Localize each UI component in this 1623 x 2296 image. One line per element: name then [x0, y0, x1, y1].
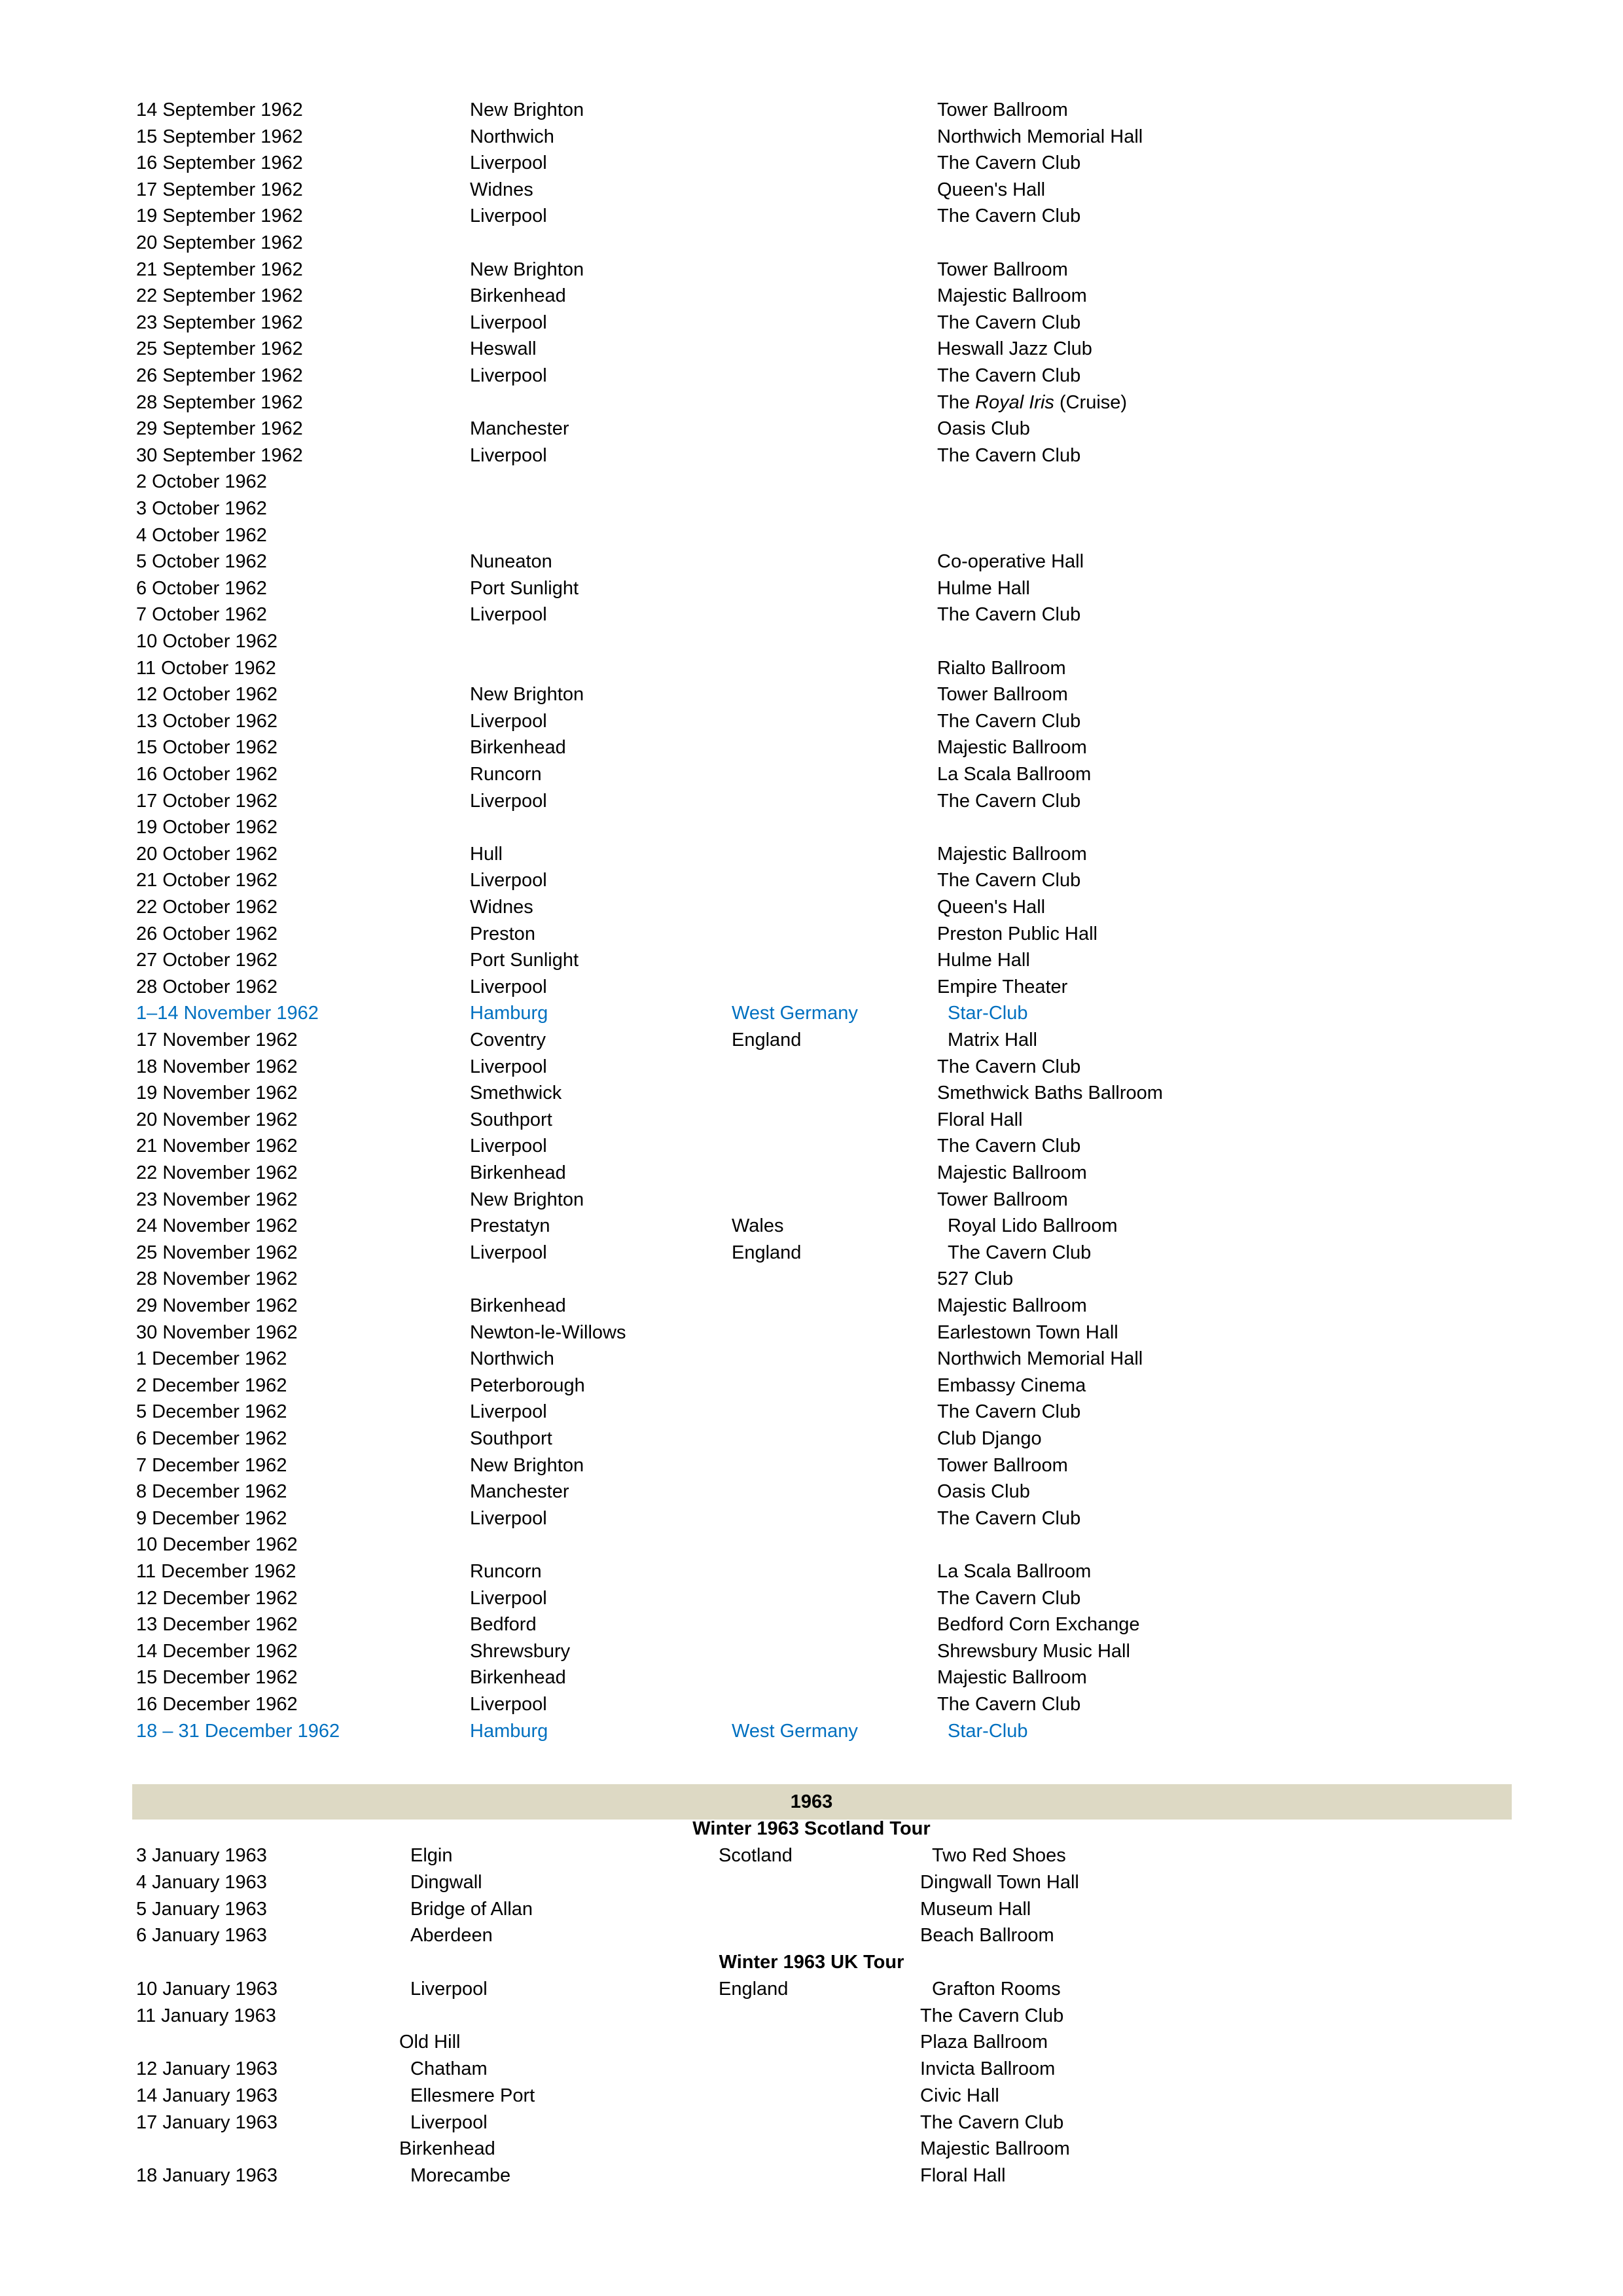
table-row	[0, 1346, 1623, 1372]
table-row	[0, 1976, 1623, 2003]
table-row	[0, 1133, 1623, 1160]
venue-cell: Tower Ballroom	[937, 259, 1068, 280]
city-cell: Liverpool	[470, 604, 547, 626]
date-cell: 19 September 1962	[136, 206, 303, 227]
date-cell: 8 December 1962	[136, 1481, 287, 1503]
city-cell: Liverpool	[470, 1401, 547, 1423]
venue-suffix: (Cruise)	[1054, 391, 1128, 413]
venue-cell: Tower Ballroom	[937, 99, 1068, 120]
venue-cell: Earlestown Town Hall	[937, 1321, 1118, 1343]
venue-cell: Majestic Ballroom	[937, 1667, 1087, 1689]
city-cell: Liverpool	[470, 444, 547, 466]
venue-cell: Grafton Rooms	[932, 1979, 1061, 2000]
table-row	[0, 389, 1623, 416]
venue-cell: Two Red Shoes	[932, 1845, 1066, 1866]
venue-prefix: The	[937, 391, 976, 413]
table-row	[0, 1000, 1623, 1027]
country-cell: West Germany	[732, 1003, 858, 1024]
venue-cell: Hulme Hall	[937, 577, 1030, 599]
venue-cell: Tower Ballroom	[937, 684, 1068, 706]
city-cell: Liverpool	[470, 710, 547, 732]
date-cell: 28 November 1962	[136, 1268, 298, 1290]
venue-cell: 527 Club	[937, 1268, 1014, 1290]
date-cell: 13 October 1962	[136, 710, 278, 732]
city-cell: New Brighton	[470, 1189, 584, 1210]
venue-cell: Beach Ballroom	[920, 1925, 1054, 1946]
venue-cell: Empire Theater	[937, 976, 1068, 997]
venue-cell: Rialto Ballroom	[937, 657, 1066, 679]
city-cell: Northwich	[470, 1348, 554, 1370]
date-cell: 26 October 1962	[136, 923, 278, 944]
venue-cell: The Cavern Club	[920, 2111, 1064, 2133]
venue-cell: The Cavern Club	[937, 365, 1081, 386]
venue-cell: The Cavern Club	[920, 2005, 1064, 2026]
venue-cell: The Cavern Club	[937, 1056, 1081, 1077]
table-row	[0, 150, 1623, 177]
table-row	[0, 2083, 1623, 2109]
date-cell: 15 October 1962	[136, 737, 278, 759]
date-cell: 30 September 1962	[136, 444, 303, 466]
table-row	[0, 1240, 1623, 1266]
city-cell: Birkenhead	[470, 737, 566, 759]
venue-cell: The Cavern Club	[937, 1694, 1081, 1715]
venue-cell: La Scala Ballroom	[937, 1561, 1092, 1582]
date-cell: 13 December 1962	[136, 1614, 298, 1636]
table-row	[0, 1054, 1623, 1081]
venue-cell: Floral Hall	[920, 2164, 1006, 2186]
date-cell: 21 November 1962	[136, 1136, 298, 1157]
venue-cell: Co-operative Hall	[937, 551, 1084, 573]
city-cell: New Brighton	[470, 684, 584, 706]
date-cell: 14 September 1962	[136, 99, 303, 120]
date-cell: 24 November 1962	[136, 1215, 298, 1237]
city-cell: Port Sunlight	[470, 577, 579, 599]
table-row	[0, 203, 1623, 230]
city-cell: Aberdeen	[410, 1925, 493, 1946]
table-row	[0, 974, 1623, 1001]
venue-cell: Museum Hall	[920, 1898, 1031, 1920]
table-row	[0, 894, 1623, 921]
date-cell: 15 December 1962	[136, 1667, 298, 1689]
venue-cell: Royal Lido Ballroom	[948, 1215, 1118, 1237]
city-cell: Nuneaton	[470, 551, 552, 573]
date-cell: 6 December 1962	[136, 1428, 287, 1449]
date-cell: 23 November 1962	[136, 1189, 298, 1210]
date-cell: 11 October 1962	[136, 657, 276, 679]
table-row	[0, 1372, 1623, 1399]
city-cell: Bridge of Allan	[410, 1898, 533, 1920]
ship-name: Royal Iris	[975, 391, 1054, 413]
venue-cell: Smethwick Baths Ballroom	[937, 1083, 1163, 1104]
date-cell: 16 September 1962	[136, 152, 303, 174]
date-cell: 25 September 1962	[136, 338, 303, 360]
city-cell: New Brighton	[470, 99, 584, 120]
date-cell: 6 January 1963	[136, 1925, 267, 1946]
date-cell: 12 January 1963	[136, 2058, 278, 2080]
table-row	[0, 1638, 1623, 1665]
uk-tour-heading: Winter 1963 UK Tour	[719, 1952, 904, 1973]
date-cell: 12 December 1962	[136, 1587, 298, 1609]
venue-cell: The Cavern Club	[937, 1587, 1081, 1609]
country-cell: Scotland	[719, 1845, 793, 1866]
table-row	[0, 1585, 1623, 1612]
table-row	[0, 708, 1623, 735]
venue-cell: Majestic Ballroom	[937, 1295, 1087, 1316]
table-row	[0, 442, 1623, 469]
city-cell: Liverpool	[470, 1507, 547, 1529]
table-row	[0, 336, 1623, 363]
table-row	[0, 1611, 1623, 1638]
city-cell: Ellesmere Port	[410, 2085, 535, 2106]
table-row	[0, 1213, 1623, 1240]
venue-cell: Plaza Ballroom	[920, 2032, 1048, 2053]
city-cell: Southport	[470, 1109, 552, 1130]
city-cell: Hamburg	[470, 1003, 548, 1024]
city-cell: Coventry	[470, 1030, 546, 1050]
table-row	[0, 761, 1623, 788]
venue-cell: Floral Hall	[937, 1109, 1023, 1130]
city-cell: Liverpool	[470, 1136, 547, 1157]
date-cell: 5 December 1962	[136, 1401, 287, 1423]
city-cell: Widnes	[470, 897, 533, 918]
city-cell: Birkenhead	[399, 2138, 495, 2160]
venue-cell: The Cavern Club	[937, 1401, 1081, 1423]
year-heading: 1963	[790, 1791, 833, 1812]
venue-cell: Queen's Hall	[937, 897, 1046, 918]
city-cell: Bedford	[470, 1614, 537, 1636]
venue-cell: The Cavern Club	[948, 1242, 1092, 1263]
venue-cell: The Cavern Club	[937, 710, 1081, 732]
table-row	[0, 1160, 1623, 1187]
city-cell: Liverpool	[470, 976, 547, 997]
city-cell: Hull	[470, 843, 503, 865]
venue-cell: Dingwall Town Hall	[920, 1871, 1079, 1893]
table-row	[0, 1027, 1623, 1054]
table-row	[0, 1691, 1623, 1718]
table-row	[0, 788, 1623, 815]
table-row	[0, 1479, 1623, 1505]
city-cell: Morecambe	[410, 2164, 511, 2186]
table-row	[0, 1532, 1623, 1558]
venue-cell: The Cavern Club	[937, 1136, 1081, 1157]
table-row	[0, 1842, 1623, 1869]
city-cell: Liverpool	[470, 206, 547, 227]
date-cell: 10 October 1962	[136, 631, 278, 652]
date-cell: 17 November 1962	[136, 1030, 298, 1050]
table-row	[0, 601, 1623, 628]
city-cell: Liverpool	[470, 1587, 547, 1609]
city-cell: Chatham	[410, 2058, 488, 2080]
city-cell: Dingwall	[410, 1871, 482, 1893]
table-row	[0, 1399, 1623, 1426]
table-row	[0, 257, 1623, 283]
date-cell: 30 November 1962	[136, 1321, 298, 1343]
date-cell: 18 January 1963	[136, 2164, 278, 2186]
table-row	[0, 1107, 1623, 1134]
date-cell: 2 December 1962	[136, 1374, 287, 1396]
venue-cell: Heswall Jazz Club	[937, 338, 1092, 360]
table-row	[0, 655, 1623, 682]
date-cell: 22 September 1962	[136, 285, 303, 307]
table-row	[0, 734, 1623, 761]
table-row	[0, 814, 1623, 841]
venue-cell: The Cavern Club	[937, 1507, 1081, 1529]
table-row	[0, 2029, 1623, 2056]
table-row	[0, 363, 1623, 389]
date-cell: 21 October 1962	[136, 870, 278, 891]
date-cell: 19 October 1962	[136, 817, 278, 838]
venue-cell: Queen's Hall	[937, 179, 1046, 200]
date-cell: 20 November 1962	[136, 1109, 298, 1130]
country-cell: England	[732, 1030, 802, 1050]
country-cell: West Germany	[732, 1720, 858, 1742]
date-cell: 19 November 1962	[136, 1083, 298, 1104]
city-cell: Liverpool	[470, 312, 547, 333]
venue-cell: Majestic Ballroom	[937, 843, 1087, 865]
venue-cell: Shrewsbury Music Hall	[937, 1640, 1130, 1662]
date-cell: 11 January 1963	[136, 2005, 276, 2026]
city-cell: Liverpool	[470, 1694, 547, 1715]
venue-cell: The Cavern Club	[937, 604, 1081, 626]
table-row	[0, 947, 1623, 974]
city-cell: Liverpool	[470, 1056, 547, 1077]
table-row	[0, 1718, 1623, 1745]
venue-cell: Majestic Ballroom	[937, 1162, 1087, 1183]
city-cell: Liverpool	[470, 365, 547, 386]
date-cell: 14 January 1963	[136, 2085, 278, 2106]
table-row	[0, 2003, 1623, 2030]
date-cell: 9 December 1962	[136, 1507, 287, 1529]
date-cell: 7 December 1962	[136, 1454, 287, 1476]
city-cell: Widnes	[470, 179, 533, 200]
city-cell: Manchester	[470, 1481, 569, 1503]
city-cell: Shrewsbury	[470, 1640, 571, 1662]
city-cell: Birkenhead	[470, 1162, 566, 1183]
table-row	[0, 1187, 1623, 1213]
date-cell: 28 September 1962	[136, 391, 303, 413]
date-cell: 15 September 1962	[136, 126, 303, 147]
date-cell: 2 October 1962	[136, 471, 267, 493]
date-cell: 25 November 1962	[136, 1242, 298, 1263]
table-row	[0, 2136, 1623, 2162]
city-cell: Birkenhead	[470, 1295, 566, 1316]
scotland-tour-heading: Winter 1963 Scotland Tour	[692, 1818, 931, 1839]
table-row	[0, 469, 1623, 495]
table-row	[0, 628, 1623, 655]
date-cell: 10 January 1963	[136, 1979, 278, 2000]
venue-cell: Star-Club	[948, 1003, 1028, 1024]
venue-cell: Matrix Hall	[948, 1030, 1037, 1050]
date-cell: 14 December 1962	[136, 1640, 298, 1662]
venue-cell	[937, 389, 1127, 416]
venue-cell: The Cavern Club	[937, 870, 1081, 891]
venue-cell: Star-Club	[948, 1720, 1028, 1742]
venue-cell: Preston Public Hall	[937, 923, 1097, 944]
date-cell: 7 October 1962	[136, 604, 267, 626]
city-cell: Birkenhead	[470, 285, 566, 307]
date-cell: 11 December 1962	[136, 1561, 296, 1582]
venue-cell: The Cavern Club	[937, 790, 1081, 812]
table-row	[0, 1869, 1623, 1896]
date-cell: 20 October 1962	[136, 843, 278, 865]
venue-cell: The Cavern Club	[937, 152, 1081, 174]
venue-cell: Hulme Hall	[937, 950, 1030, 971]
table-row	[0, 310, 1623, 336]
venue-cell: Tower Ballroom	[937, 1454, 1068, 1476]
table-row	[0, 1922, 1623, 1949]
date-cell: 3 January 1963	[136, 1845, 267, 1866]
city-cell: Smethwick	[470, 1083, 562, 1104]
table-row	[0, 548, 1623, 575]
table-row	[0, 681, 1623, 708]
table-row	[0, 1664, 1623, 1691]
date-cell: 23 September 1962	[136, 312, 303, 333]
date-cell: 5 January 1963	[136, 1898, 267, 1920]
city-cell: Runcorn	[470, 764, 542, 785]
date-cell: 27 October 1962	[136, 950, 278, 971]
city-cell: Liverpool	[470, 152, 547, 174]
table-row	[0, 1558, 1623, 1585]
venue-cell: Majestic Ballroom	[937, 737, 1087, 759]
venue-cell: Civic Hall	[920, 2085, 999, 2106]
city-cell: Northwich	[470, 126, 554, 147]
city-cell: New Brighton	[470, 1454, 584, 1476]
date-cell: 10 December 1962	[136, 1534, 298, 1556]
table-row	[0, 1080, 1623, 1107]
venue-cell: Northwich Memorial Hall	[937, 126, 1143, 147]
city-cell: Prestatyn	[470, 1215, 550, 1237]
city-cell: Southport	[470, 1428, 552, 1449]
table-row	[0, 495, 1623, 522]
table-row	[0, 230, 1623, 257]
date-cell: 1 December 1962	[136, 1348, 287, 1370]
date-cell: 22 November 1962	[136, 1162, 298, 1183]
city-cell: Newton-le-Willows	[470, 1321, 626, 1343]
venue-cell: Majestic Ballroom	[920, 2138, 1070, 2160]
date-cell: 1–14 November 1962	[136, 1003, 319, 1024]
date-cell: 21 September 1962	[136, 259, 303, 280]
table-row	[0, 177, 1623, 204]
venue-cell: Embassy Cinema	[937, 1374, 1086, 1396]
table-row	[0, 921, 1623, 948]
date-cell: 4 October 1962	[136, 524, 267, 546]
table-row	[0, 2109, 1623, 2136]
table-row	[0, 1426, 1623, 1452]
date-cell: 20 September 1962	[136, 232, 303, 253]
date-cell: 29 November 1962	[136, 1295, 298, 1316]
city-cell: Peterborough	[470, 1374, 585, 1396]
venue-cell: Bedford Corn Exchange	[937, 1614, 1140, 1636]
city-cell: Preston	[470, 923, 535, 944]
date-cell: 17 January 1963	[136, 2111, 278, 2133]
city-cell: Liverpool	[410, 2111, 488, 2133]
venue-cell: The Cavern Club	[937, 206, 1081, 227]
venue-cell: The Cavern Club	[937, 444, 1081, 466]
table-row	[0, 1293, 1623, 1319]
city-cell: Elgin	[410, 1845, 453, 1866]
venue-cell: The Cavern Club	[937, 312, 1081, 333]
city-cell: Old Hill	[399, 2032, 461, 2053]
country-cell: Wales	[732, 1215, 784, 1237]
venue-cell: Tower Ballroom	[937, 1189, 1068, 1210]
date-cell: 5 October 1962	[136, 551, 267, 573]
country-cell: England	[719, 1979, 789, 2000]
table-row	[0, 283, 1623, 310]
table-row	[0, 575, 1623, 602]
city-cell: Hamburg	[470, 1720, 548, 1742]
date-cell: 18 November 1962	[136, 1056, 298, 1077]
table-row	[0, 1505, 1623, 1532]
table-row	[0, 1896, 1623, 1923]
city-cell: Liverpool	[470, 790, 547, 812]
venue-cell: Invicta Ballroom	[920, 2058, 1056, 2080]
date-cell: 6 October 1962	[136, 577, 267, 599]
date-cell: 16 October 1962	[136, 764, 278, 785]
city-cell: Heswall	[470, 338, 537, 360]
city-cell: Manchester	[470, 418, 569, 440]
city-cell: Liverpool	[470, 870, 547, 891]
table-row	[0, 867, 1623, 894]
venue-cell: Oasis Club	[937, 1481, 1030, 1503]
date-cell: 28 October 1962	[136, 976, 278, 997]
city-cell: Port Sunlight	[470, 950, 579, 971]
venue-cell: Majestic Ballroom	[937, 285, 1087, 307]
date-cell: 3 October 1962	[136, 498, 267, 519]
date-cell: 12 October 1962	[136, 684, 278, 706]
date-cell: 26 September 1962	[136, 365, 303, 386]
date-cell: 18 – 31 December 1962	[136, 1720, 340, 1742]
table-row	[0, 97, 1623, 124]
city-cell: Liverpool	[470, 1242, 547, 1263]
table-row	[0, 1319, 1623, 1346]
date-cell: 4 January 1963	[136, 1871, 267, 1893]
table-row	[0, 416, 1623, 442]
venue-cell: Club Django	[937, 1428, 1042, 1449]
date-cell: 17 October 1962	[136, 790, 278, 812]
country-cell: England	[732, 1242, 802, 1263]
venue-cell: La Scala Ballroom	[937, 764, 1092, 785]
date-cell: 22 October 1962	[136, 897, 278, 918]
venue-cell: Oasis Club	[937, 418, 1030, 440]
table-row	[0, 841, 1623, 868]
city-cell: Birkenhead	[470, 1667, 566, 1689]
date-cell: 29 September 1962	[136, 418, 303, 440]
table-row	[0, 2056, 1623, 2083]
table-row	[0, 1266, 1623, 1293]
venue-cell: Northwich Memorial Hall	[937, 1348, 1143, 1370]
table-row	[0, 522, 1623, 549]
city-cell: Runcorn	[470, 1561, 542, 1582]
table-row	[0, 124, 1623, 151]
table-row	[0, 2162, 1623, 2189]
city-cell: New Brighton	[470, 259, 584, 280]
date-cell: 16 December 1962	[136, 1694, 298, 1715]
table-row	[0, 1452, 1623, 1479]
date-cell: 17 September 1962	[136, 179, 303, 200]
city-cell: Liverpool	[410, 1979, 488, 2000]
